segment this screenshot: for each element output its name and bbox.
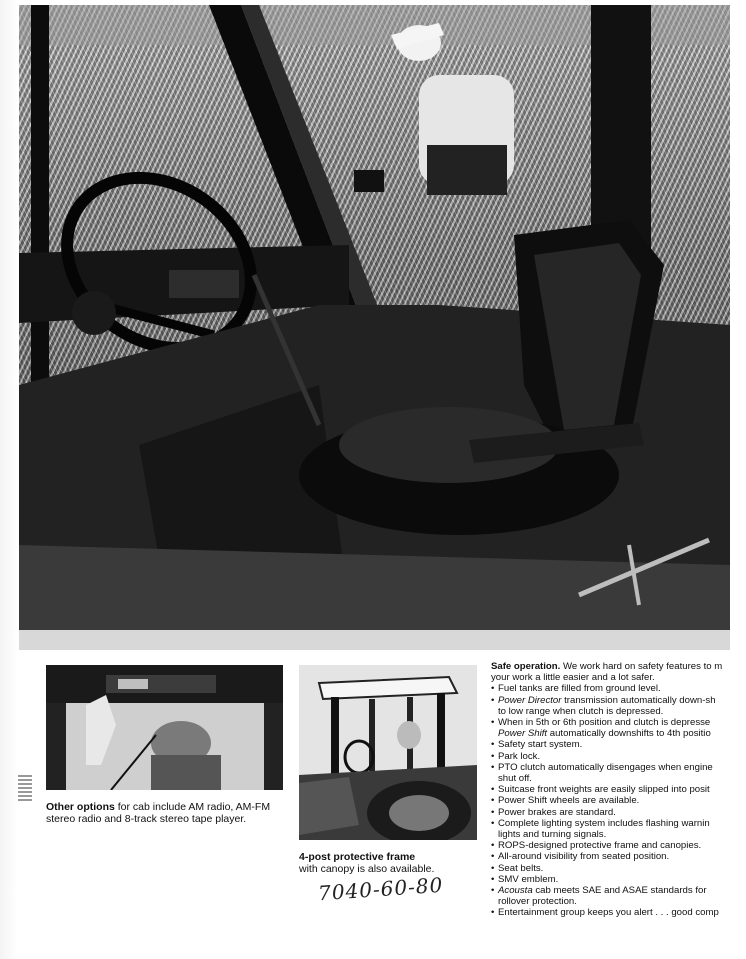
- safety-lead: Safe operation. We work hard on safety features to m: [491, 661, 723, 672]
- list-item: • All-around visibility from seated position.: [491, 851, 746, 862]
- list-item: • Fuel tanks are filled from ground level.: [491, 683, 746, 694]
- handwritten-model-numbers: 7040-60-80: [317, 872, 444, 906]
- photo-protective-frame: [299, 665, 477, 840]
- list-item: • Safety start system.: [491, 739, 746, 750]
- hero-photo-cab-interior: [19, 5, 730, 650]
- caption-protective-frame: 4-post protective frame with canopy is also available.: [299, 851, 435, 875]
- list-item: • Power brakes are standard.: [491, 807, 746, 818]
- list-item: • SMV emblem.: [491, 874, 746, 885]
- safety-list: [491, 683, 746, 918]
- safety-features-column: [491, 661, 746, 919]
- list-item: • Entertainment group keeps you alert . . . good comp: [491, 907, 746, 918]
- list-item: • Power Director transmission automatically down-sh to low range when clutch is depressed.: [491, 695, 746, 717]
- page-edge: [0, 0, 18, 959]
- safety-lead-line2: your work a little easier and a lot safer.: [491, 672, 655, 684]
- photo-cab-radio: [46, 665, 283, 790]
- list-item: • ROPS-designed protective frame and canopies.: [491, 840, 746, 851]
- scan-mark: [18, 775, 32, 803]
- list-item: • Complete lighting system includes flashing warnin lights and turning signals.: [491, 818, 746, 840]
- list-item: • Acousta cab meets SAE and ASAE standards for rollover protection.: [491, 885, 746, 907]
- list-item: • Park lock.: [491, 751, 746, 762]
- list-item: • When in 5th or 6th position and clutch is depresse Power Shift automatically downshifts to 4th positio: [491, 717, 746, 739]
- list-item: • Power Shift wheels are available.: [491, 795, 746, 806]
- hero-illustration: [19, 5, 730, 650]
- frame-illustration: [299, 665, 477, 840]
- radio-illustration: [46, 665, 283, 790]
- list-item: • Suitcase front weights are easily slipped into posit: [491, 784, 746, 795]
- caption-other-options: Other options for cab include AM radio, AM-FM stereo radio and 8-track stereo tape player.: [46, 801, 271, 825]
- list-item: • Seat belts.: [491, 863, 746, 874]
- list-item: • PTO clutch automatically disengages when engine shut off.: [491, 762, 746, 784]
